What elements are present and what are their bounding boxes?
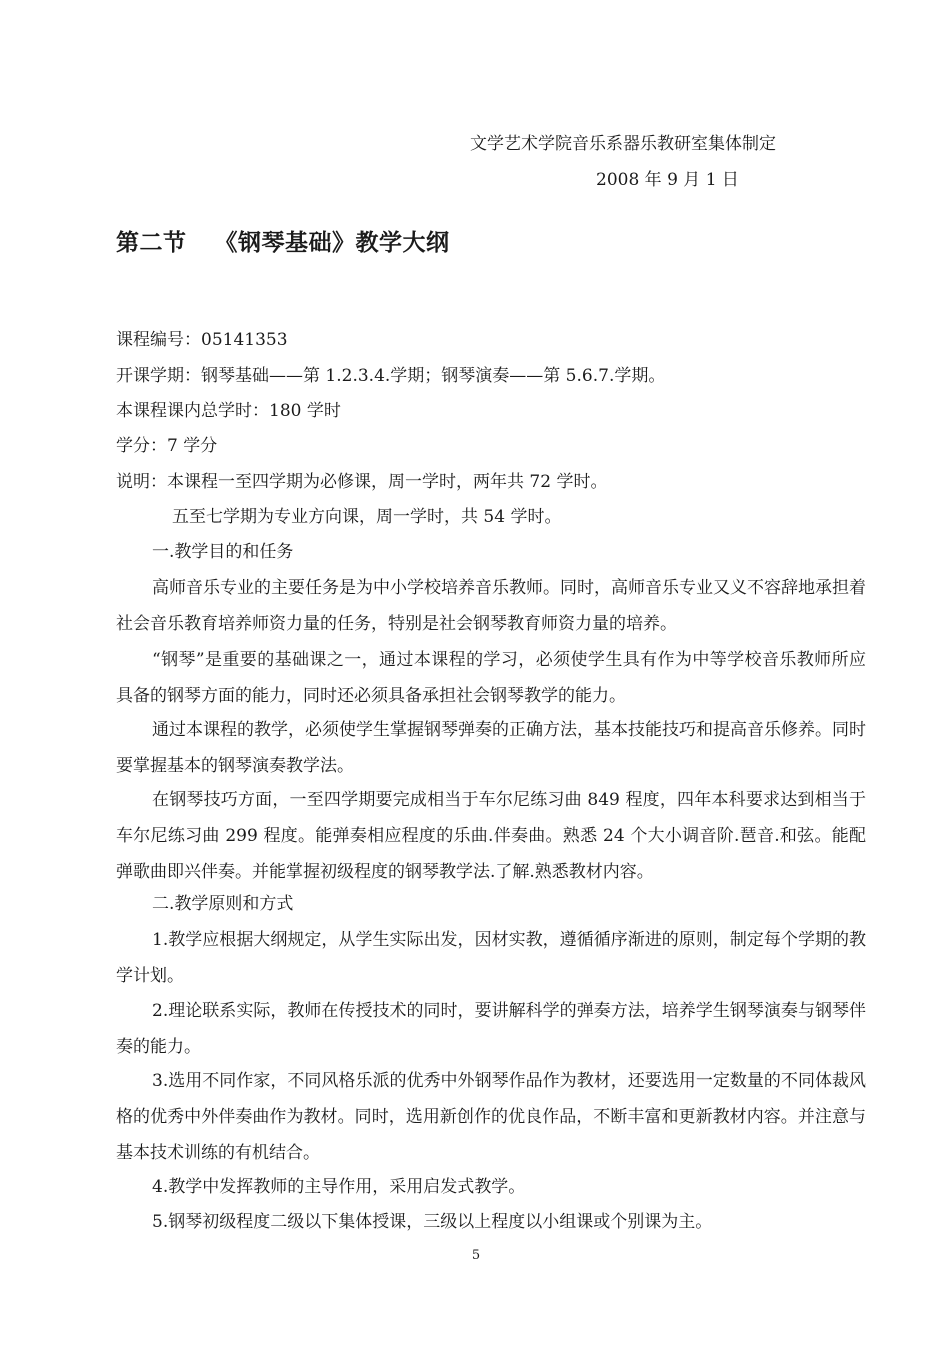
- paragraph-3: 通过本课程的教学，必须使学生掌握钢琴弹奏的正确方法，基本技能技巧和提高音乐修养。同时要掌握基本的钢琴演奏教学法。: [116, 720, 866, 776]
- paragraph-6: 2.理论联系实际，教师在传授技术的同时，要讲解科学的弹奏方法，培养学生钢琴演奏与钢琴伴奏的能力。: [116, 1001, 866, 1057]
- paragraph-2: “钢琴”是重要的基础课之一，通过本课程的学习，必须使学生具有作为中等学校音乐教师所应具备的钢琴方面的能力，同时还必须具备承担社会钢琴教学的能力。: [116, 650, 866, 706]
- course-credits: 学分：7 学分: [116, 436, 218, 456]
- course-code: 课程编号：05141353: [116, 330, 288, 350]
- author-line: 文学艺术学院音乐系器乐教研室集体制定: [470, 134, 776, 154]
- course-semesters: 开课学期：钢琴基础——第 1.2.3.4.学期；钢琴演奏——第 5.6.7.学期。: [116, 366, 666, 386]
- paragraph-9: 5.钢琴初级程度二级以下集体授课，三级以上程度以小组课或个别课为主。: [152, 1212, 713, 1232]
- section-title: 《钢琴基础》教学大纲: [214, 230, 450, 256]
- paragraph-4: 在钢琴技巧方面，一至四学期要完成相当于车尔尼练习曲 849 程度，四年本科要求达到相当于车尔尼练习曲 299 程度。能弹奏相应程度的乐曲.伴奏曲。熟悉 24 个大小调音阶.琶音.和弦。能配弹歌曲即兴伴奏。并能掌握初级程度的钢琴教学法.了解.熟悉教材内容。: [116, 790, 866, 882]
- section-heading: [116, 224, 450, 257]
- course-hours: 本课程课内总学时：180 学时: [116, 401, 341, 421]
- paragraph-5: 1.教学应根据大纲规定，从学生实际出发，因材实教，遵循循序渐进的原则，制定每个学期的教学计划。: [116, 930, 866, 986]
- section-number: 第二节: [116, 230, 187, 256]
- date-line: 2008 年 9 月 1 日: [596, 170, 739, 190]
- heading-objectives: 一.教学目的和任务: [152, 542, 294, 562]
- course-note-1: 说明：本课程一至四学期为必修课，周一学时，两年共 72 学时。: [116, 472, 608, 492]
- page-number: 5: [471, 1248, 481, 1263]
- paragraph-1: 高师音乐专业的主要任务是为中小学校培养音乐教师。同时，高师音乐专业又义不容辞地承担着社会音乐教育培养师资力量的任务，特别是社会钢琴教育师资力量的培养。: [116, 578, 866, 634]
- heading-principles: 二.教学原则和方式: [152, 894, 294, 914]
- course-note-2: 五至七学期为专业方向课，周一学时，共 54 学时。: [172, 507, 562, 527]
- paragraph-7: 3.选用不同作家，不同风格乐派的优秀中外钢琴作品作为教材，还要选用一定数量的不同体裁风格的优秀中外伴奏曲作为教材。同时，选用新创作的优良作品，不断丰富和更新教材内容。并注意与基本技术训练的有机结合。: [116, 1071, 866, 1163]
- paragraph-8: 4.教学中发挥教师的主导作用，采用启发式教学。: [152, 1177, 526, 1197]
